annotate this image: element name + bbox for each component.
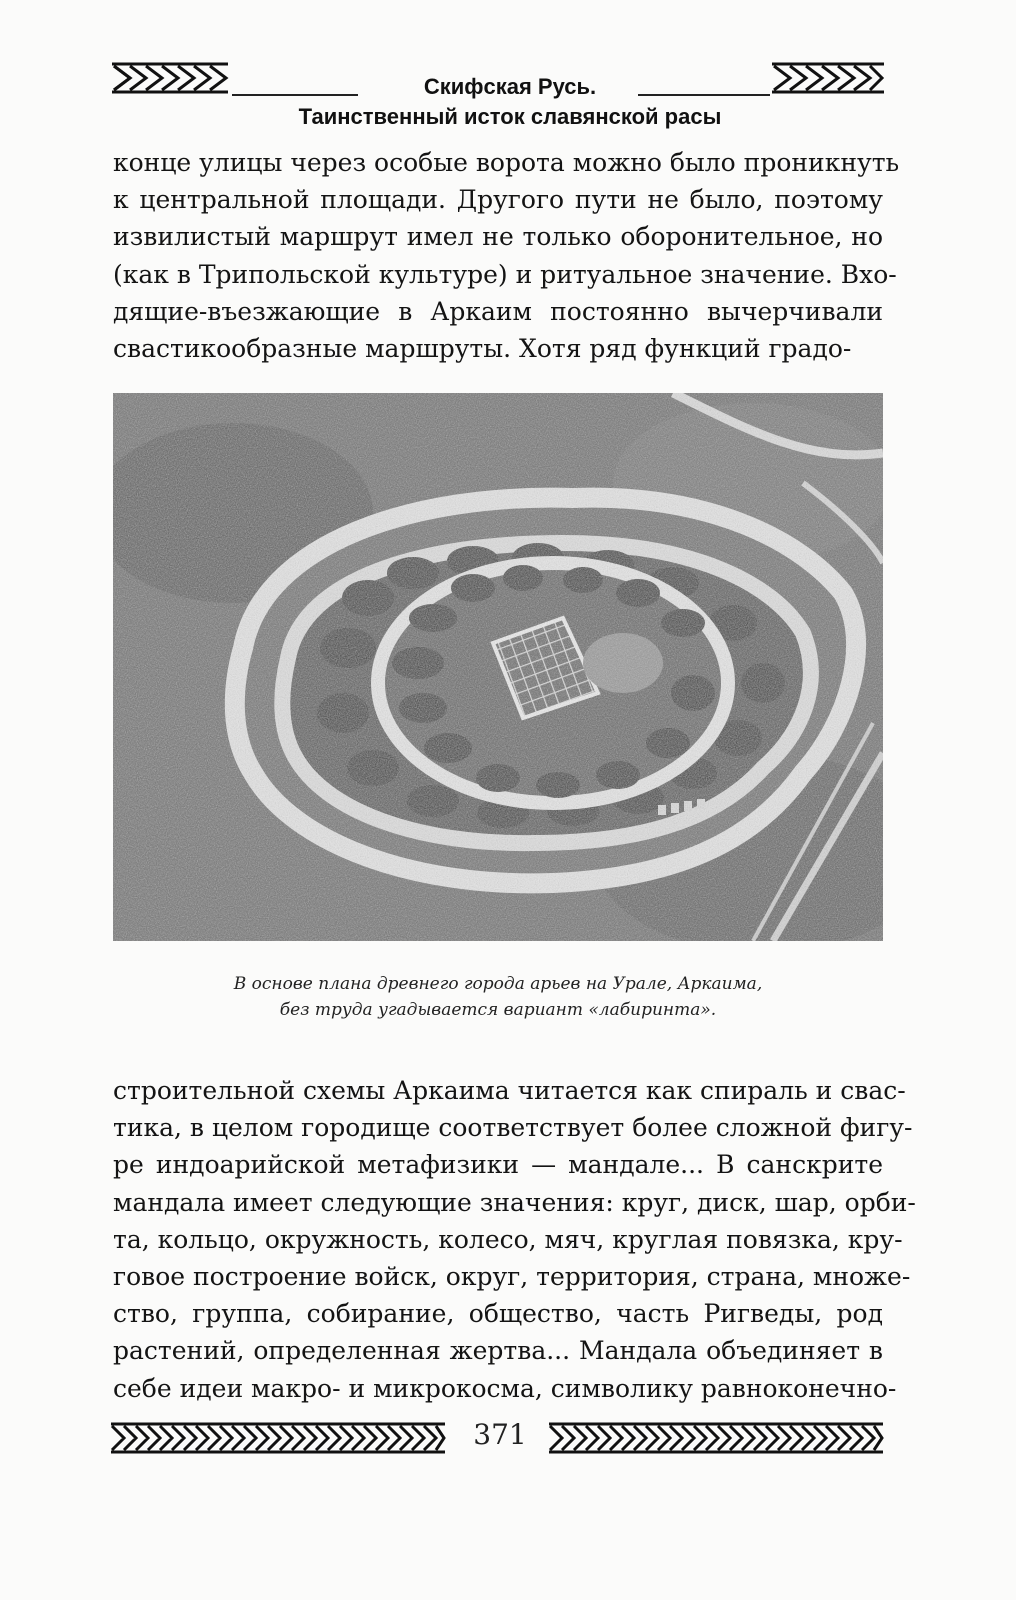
running-subtitle: Таинственный исток славянской расы — [298, 104, 722, 129]
text-line: к центральной площади. Другого пути не было, поэтому — [113, 185, 883, 215]
footer-ornament-right — [548, 1418, 884, 1458]
body-text-bottom — [113, 1072, 916, 1407]
header-ornament-left — [110, 58, 230, 98]
text-line: растений, определенная жертва... Мандала объединяет в — [113, 1336, 883, 1366]
figure-caption-line1: В основе плана древнего города арьев на Урале, Аркаима, — [233, 974, 763, 994]
text-line: дящие-въезжающие в Аркаим постоянно вычерчивали — [113, 296, 883, 326]
text-line: ство, группа, собирание, общество, часть Ригведы, род — [113, 1299, 883, 1329]
figure-caption-line2: без труда угадывается вариант «лабиринта». — [279, 1000, 717, 1020]
text-line: ре индоарийской метафизики — мандале... В санскрите — [113, 1150, 883, 1180]
arkaim-aerial-photo — [113, 393, 883, 941]
text-line: мандала имеет следующие значения: круг, диск, шар, орби- — [113, 1187, 916, 1217]
text-line: строительной схемы Аркаима читается как спираль и свас- — [113, 1076, 906, 1105]
header-rule-right — [638, 94, 770, 96]
text-line: конце улицы через особые ворота можно было проникнуть — [113, 148, 900, 177]
header-ornament-right — [770, 58, 886, 98]
text-line: свастикообразные маршруты. Хотя ряд функций градо- — [113, 333, 852, 363]
text-line: тика, в целом городище соответствует более сложной фигу- — [113, 1113, 913, 1143]
text-line: извилистый маршрут имел не только оборонительное, но — [113, 222, 883, 252]
footer-ornament-left — [110, 1418, 446, 1458]
running-title: Скифская Русь. — [423, 74, 597, 99]
text-line: та, кольцо, окружность, колесо, мяч, круглая повязка, кру- — [113, 1224, 903, 1254]
body-text-top — [113, 144, 900, 367]
text-line: говое построение войск, округ, территория, страна, множе- — [113, 1261, 911, 1291]
text-line: себе идеи макро- и микрокосма, символику равноконечно- — [113, 1373, 897, 1403]
page-number: 371 — [473, 1418, 527, 1451]
text-line: (как в Трипольской культуре) и ритуальное значение. Вхо- — [113, 259, 897, 289]
